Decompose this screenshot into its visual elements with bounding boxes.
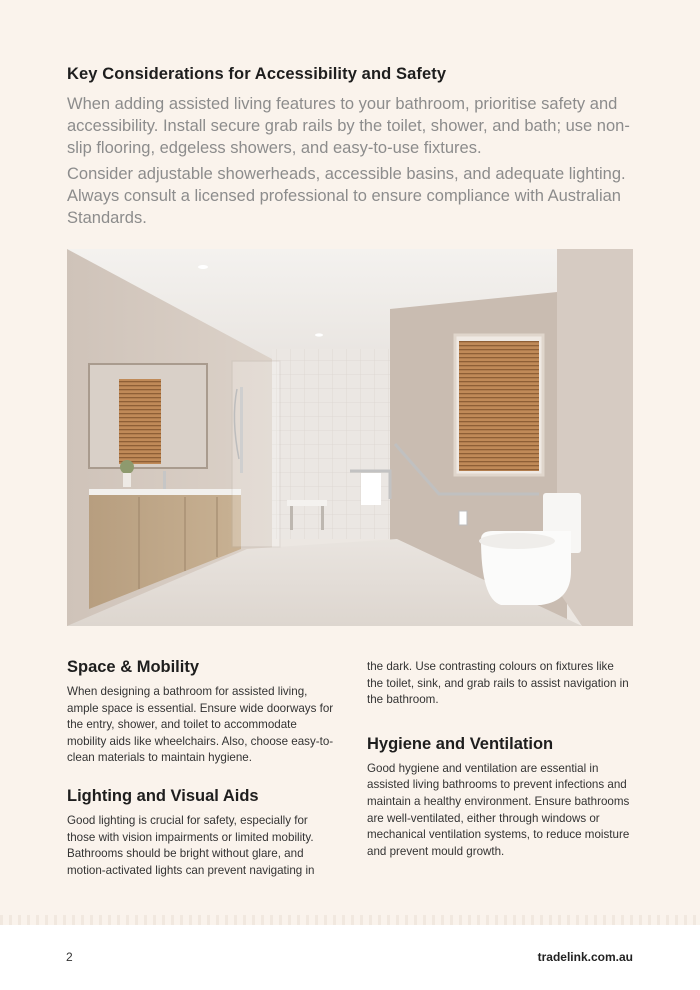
bathroom-photo <box>67 249 633 626</box>
section-title-hygiene: Hygiene and Ventilation <box>367 734 554 753</box>
ceiling-light <box>198 265 208 269</box>
vanity-top <box>89 489 241 495</box>
page-number: 2 <box>66 950 73 964</box>
shower-screen <box>232 361 280 547</box>
plant <box>120 460 134 474</box>
shower-rail <box>240 387 243 473</box>
intro-paragraph-2: Consider adjustable showerheads, accessible basins, and adequate lighting. Always consult a licensed professional to ensure compliance with Australian Standards. <box>67 165 626 227</box>
ceiling-light <box>315 333 323 336</box>
right-column <box>367 659 633 860</box>
section-body-lighting: Good lighting is crucial for safety, especially for those with vision impairments or limited mobility. Bathrooms should be bright without glare, and motion-activated lights can prevent navigating in <box>67 813 315 877</box>
shower-wall <box>272 349 390 539</box>
section-title-space-mobility: Space & Mobility <box>67 658 200 676</box>
left-column <box>67 658 337 879</box>
website-link[interactable]: tradelink.com.au <box>537 950 633 964</box>
shower-seat <box>287 500 327 506</box>
towel <box>361 473 381 505</box>
page-title: Key Considerations for Accessibility and Safety <box>67 65 447 83</box>
section-body-lighting-continued: the dark. Use contrasting colours on fixtures like the toilet, sink, and grab rails to assist navigation in the bathroom. <box>367 660 629 707</box>
section-body-space-mobility: When designing a bathroom for assisted living, ample space is essential. Ensure wide doorways for the entry, shower, and toilet to accommodate mobility aids like wheelchairs. Also, choose easy-to-clean materials to maintain hygiene. <box>67 685 334 765</box>
window-blind <box>459 341 539 471</box>
intro-paragraph-1: When adding assisted living features to your bathroom, prioritise safety and accessibility. Install secure grab rails by the toilet, shower, and bath; use non-slip flooring, edgeless showers, and easy-to-use fixtures. <box>67 95 630 157</box>
section-title-lighting: Lighting and Visual Aids <box>67 786 259 805</box>
mirror-window-reflection <box>119 379 161 464</box>
section-body-hygiene: Good hygiene and ventilation are essential in assisted living bathrooms to prevent infections and maintain a healthy environment. Ensure bathrooms are well-ventilated, either through windows or mechanical ventilation systems, to reduce moisture and prevent mould growth. <box>367 761 630 858</box>
